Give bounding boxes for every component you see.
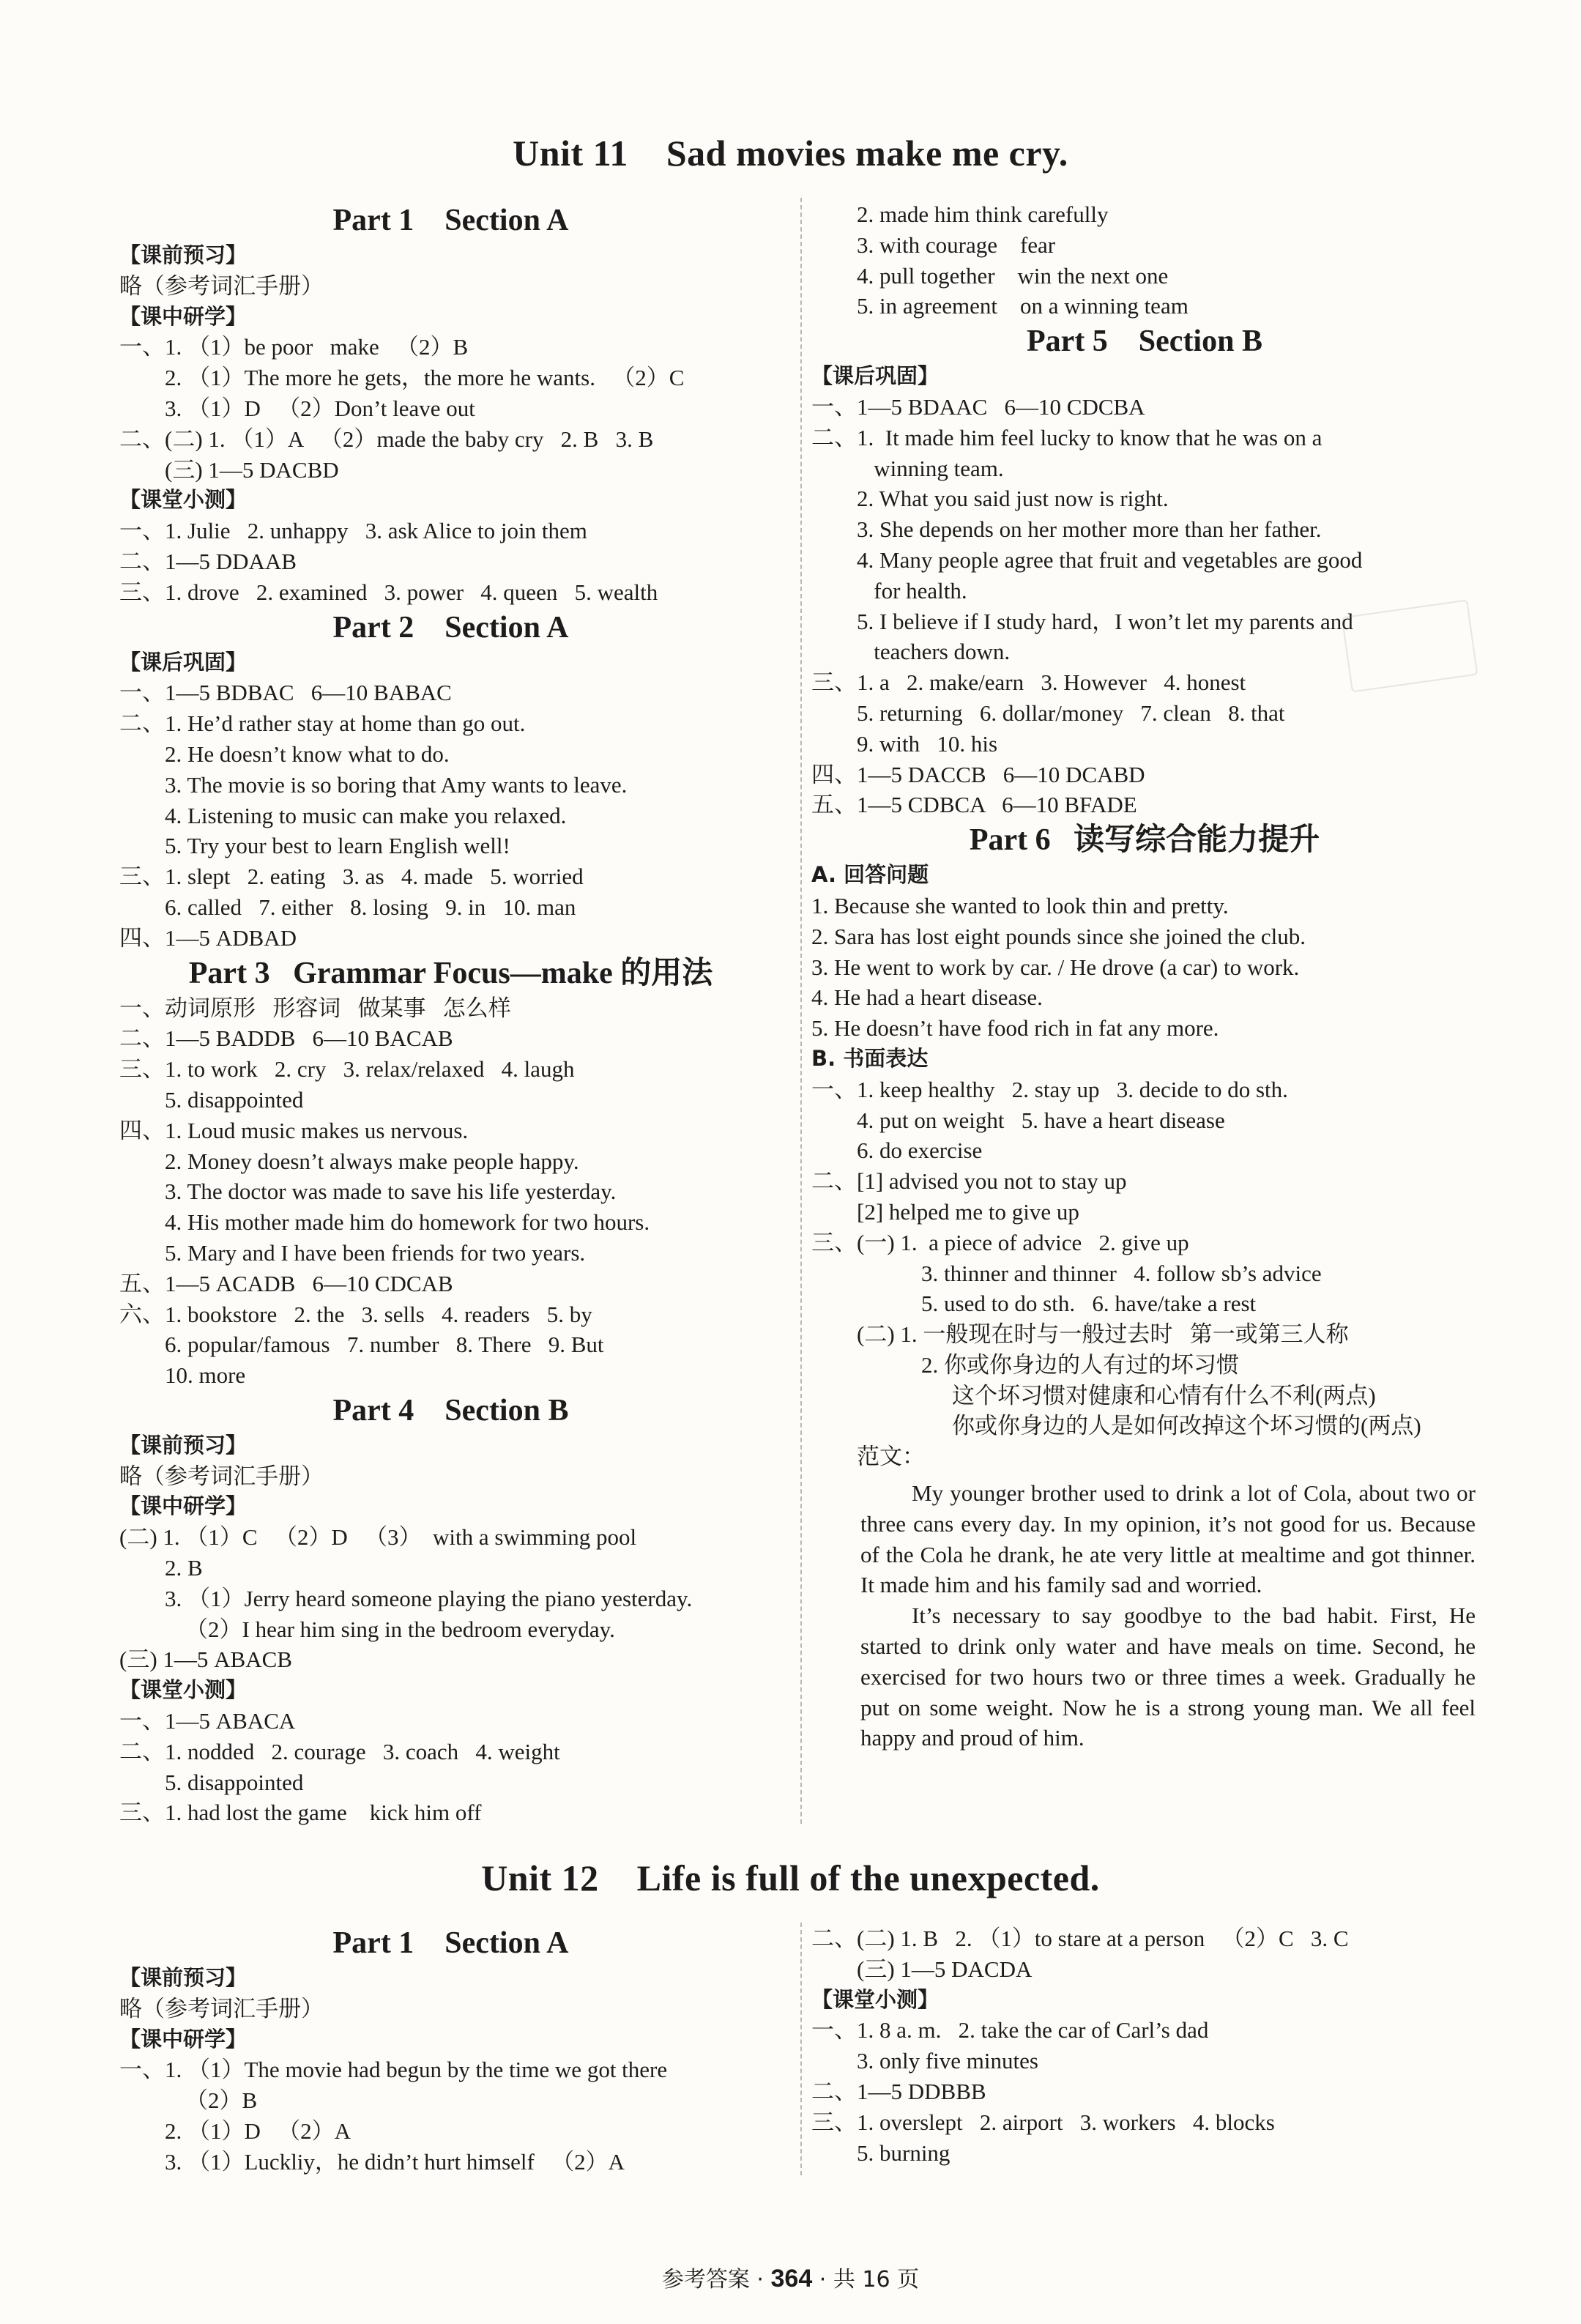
unit12-left-column [119, 1923, 782, 2178]
answer-line: 4. He had a heart disease. [811, 984, 1043, 1011]
answer-line: 6. popular/famous 7. number 8. There 9. But [165, 1332, 604, 1358]
answer-line: 3. The doctor was made to save his life yesterday. [165, 1178, 617, 1205]
answer-line: 5. used to do sth. 6. have/take a rest [921, 1291, 1257, 1317]
section-heading: Part 2 Section A [332, 610, 569, 645]
subsection-heading: A. 回答问题 [811, 862, 929, 888]
answer-line: 2. made him think carefully [857, 201, 1109, 227]
answer-line: （2）I hear him sing in the bedroom everyday. [185, 1616, 615, 1642]
section-tag: 【课堂小测】 [119, 487, 248, 513]
page-footer: 参考答案 · 364 · 共 16 页 [661, 2265, 920, 2293]
essay-paragraph: My younger brother used to drink a lot of Cola, about two or three cans every day. In my opinion, it’s not good for us. Because of the Cola he drank, he ate very little at mealtime and got thinner. It made him and his family sad and worried. [860, 1480, 1476, 1598]
answer-line: 2. （1）D （2）A [165, 2117, 351, 2144]
answer-line: 4. Many people agree that fruit and vegetables are good [857, 546, 1363, 573]
answer-line: 你或你身边的人是如何改掉这个坏习惯的(两点) [952, 1413, 1421, 1439]
answer-line: 4. His mother made him do homework for two hours. [165, 1209, 650, 1236]
answer-line: 5. disappointed [165, 1086, 304, 1113]
answer-line: 5. Mary and I have been friends for two years. [165, 1239, 586, 1266]
answer-line: 三、1. to work 2. cry 3. relax/relaxed 4. laugh [119, 1056, 575, 1083]
answer-line: 5. Try your best to learn English well! [165, 833, 510, 859]
answer-line: [2] helped me to give up [857, 1198, 1079, 1225]
answer-line: 2. B [165, 1555, 203, 1581]
answer-line: 3. thinner and thinner 4. follow sb’s advice [921, 1260, 1322, 1286]
answer-line: 二、(二) 1. （1）A （2）made the baby cry 2. B 3. B [119, 426, 654, 452]
section-heading: Part 3 Grammar Focus—make 的用法 [188, 956, 713, 990]
essay-paragraph: It’s necessary to say goodbye to the bad habit. First, He started to drink only water and have meals on time. Second, he exercised for two hours two or three times a week. Gradually he put on some weight. Now he is a strong young man. We all feel happy and proud of him. [860, 1603, 1476, 1751]
section-tag: 【课前预习】 [119, 242, 248, 267]
answer-line: 2. （1）The more he gets，the more he wants. （2）C [165, 365, 685, 391]
section-tag: 【课后巩固】 [811, 363, 940, 389]
answer-line: 2. Money doesn’t always make people happy. [165, 1148, 579, 1174]
answer-line: 一、1. Julie 2. unhappy 3. ask Alice to join them [119, 518, 587, 544]
answer-line: 三、1. overslept 2. airport 3. workers 4. blocks [811, 2109, 1275, 2135]
answer-line: 略（参考词汇手册） [119, 1463, 324, 1489]
section-heading: Part 5 Section B [1027, 324, 1262, 359]
answer-line: (三) 1—5 DACDA [857, 1956, 1033, 1982]
answer-line: 一、1. keep healthy 2. stay up 3. decide to do sth. [811, 1076, 1288, 1102]
section-tag: 【课中研学】 [119, 1493, 248, 1519]
unit12-right-column [811, 1923, 1478, 2168]
answer-line: 4. pull together win the next one [857, 262, 1169, 289]
column-divider-unit12 [800, 1923, 802, 2175]
answer-line: 4. Listening to music can make you relaxed. [165, 802, 567, 828]
answer-line: 3. The movie is so boring that Amy wants to leave. [165, 771, 628, 798]
answer-line: 二、1—5 BADDB 6—10 BACAB [119, 1025, 453, 1052]
answer-line: 一、1. （1）The movie had begun by the time we got there [119, 2057, 668, 2083]
page-number: 364 [770, 2265, 813, 2293]
section-heading: Part 1 Section A [332, 1926, 569, 1960]
section-tag: 【课中研学】 [119, 303, 248, 329]
answer-line: 5. He doesn’t have food rich in fat any more. [811, 1015, 1219, 1042]
answer-line: （2）B [185, 2087, 258, 2114]
answer-line: 五、1—5 CDBCA 6—10 BFADE [811, 792, 1137, 818]
answer-line: 略（参考词汇手册） [119, 1995, 324, 2022]
answer-line: 9. with 10. his [857, 730, 998, 757]
unit12-title: Unit 12 Life is full of the unexpected. [481, 1857, 1100, 1898]
unit11-essay [860, 1478, 1476, 1753]
answer-line: (二) 1. （1）C （2）D （3） with a swimming pool [119, 1524, 637, 1551]
answer-line: 一、1—5 BDBAC 6—10 BABAC [119, 680, 452, 706]
answer-line: 六、1. bookstore 2. the 3. sells 4. readers 5. by [119, 1301, 592, 1327]
unit11-title: Unit 11 Sad movies make me cry. [513, 133, 1068, 174]
answer-line: 二、1—5 DDBBB [811, 2078, 986, 2104]
answer-line: 略（参考词汇手册） [119, 272, 324, 299]
answer-line: (三) 1—5 DACBD [165, 456, 339, 483]
answer-line: 2. Sara has lost eight pounds since she joined the club. [811, 923, 1306, 949]
section-tag: 【课后巩固】 [119, 649, 248, 675]
answer-line: 二、(二) 1. B 2. （1）to stare at a person （2）C 3. C [811, 1926, 1349, 1951]
answer-line: (二) 1. 一般现在时与一般过去时 第一或第三人称 [857, 1321, 1349, 1348]
answer-line: 5. I believe if I study hard，I won’t let my parents and [857, 608, 1353, 634]
answer-line: 三、1. drove 2. examined 3. power 4. queen 5. wealth [119, 579, 658, 605]
answer-line: 1. Because she wanted to look thin and pretty. [811, 892, 1229, 918]
answer-line: 5. burning [857, 2139, 951, 2166]
answer-line: 3. （1）Luckliy，he didn’t hurt himself （2）A [165, 2148, 625, 2175]
answer-line: 2. He doesn’t know what to do. [165, 740, 450, 767]
answer-line: 二、1. It made him feel lucky to know that he was on a [811, 424, 1323, 450]
section-heading: Part 4 Section B [332, 1393, 569, 1428]
answer-line: 范文： [857, 1444, 925, 1470]
answer-line: 3. He went to work by car. / He drove (a car) to work. [811, 954, 1300, 980]
section-heading: Part 6 读写综合能力提升 [969, 823, 1320, 858]
section-tag: 【课前预习】 [119, 1432, 248, 1458]
answer-line: winning team. [857, 455, 1004, 481]
answer-line: 4. put on weight 5. have a heart disease [857, 1107, 1225, 1133]
answer-line: for health. [857, 577, 967, 604]
answer-line: 五、1—5 ACADB 6—10 CDCAB [119, 1270, 453, 1296]
answer-line: 6. do exercise [857, 1137, 983, 1164]
answer-line: 三、1. slept 2. eating 3. as 4. made 5. worried [119, 864, 584, 890]
answer-line: 二、1—5 DDAAB [119, 548, 297, 574]
subsection-heading: B. 书面表达 [811, 1045, 929, 1071]
section-heading: Part 1 Section A [332, 204, 569, 237]
unit11-left-column [119, 201, 782, 1828]
answer-line: 一、1—5 BDAAC 6—10 CDCBA [811, 393, 1145, 420]
answer-line: 四、1—5 ADBAD [119, 924, 297, 951]
answer-line: 3. （1）Jerry heard someone playing the piano yesterday. [165, 1585, 693, 1611]
answer-line: 10. more [165, 1362, 246, 1389]
answer-line: 3. only five minutes [857, 2048, 1038, 2074]
answer-line: 二、[1] advised you not to stay up [811, 1168, 1127, 1195]
answer-line: 二、1. He’d rather stay at home than go out. [119, 710, 526, 737]
footer-label: 参考答案 [661, 2267, 750, 2293]
section-tag: 【课中研学】 [119, 2026, 248, 2052]
page-total: 共 16 页 [833, 2267, 920, 2293]
answer-line: 2. 你或你身边的人有过的坏习惯 [921, 1351, 1239, 1378]
answer-line: 这个坏习惯对健康和心情有什么不利(两点) [952, 1382, 1376, 1408]
answer-line: 三、1. had lost the game kick him off [119, 1800, 482, 1826]
section-tag: 【课前预习】 [119, 1965, 248, 1990]
answer-line: 5. in agreement on a winning team [857, 293, 1188, 319]
answer-line: 3. with courage fear [857, 231, 1056, 258]
unit11-right-column [811, 199, 1478, 1472]
answer-line: (三) 1—5 ABACB [119, 1647, 292, 1673]
answer-line: 三、1. a 2. make/earn 3. However 4. honest [811, 669, 1246, 696]
answer-line: 5. disappointed [165, 1769, 304, 1795]
answer-line: 一、1. （1）be poor make （2）B [119, 334, 469, 360]
answer-line: 3. （1）D （2）Don’t leave out [165, 395, 475, 421]
answer-line: 四、1. Loud music makes us nervous. [119, 1117, 469, 1143]
answer-line: 6. called 7. either 8. losing 9. in 10. man [165, 894, 576, 920]
answer-line: 四、1—5 DACCB 6—10 DCABD [811, 761, 1145, 787]
answer-line: 一、动词原形 形容词 做某事 怎么样 [119, 995, 511, 1021]
answer-line: 一、1—5 ABACA [119, 1708, 296, 1734]
answer-line: teachers down. [857, 639, 1011, 665]
answer-line: 5. returning 6. dollar/money 7. clean 8. that [857, 699, 1285, 726]
answer-line: 一、1. 8 a. m. 2. take the car of Carl’s dad [811, 2017, 1209, 2043]
column-divider-unit11 [800, 198, 802, 1824]
section-tag: 【课堂小测】 [811, 1986, 940, 2012]
section-tag: 【课堂小测】 [119, 1677, 248, 1703]
answer-line: 二、1. nodded 2. courage 3. coach 4. weight [119, 1738, 560, 1764]
answer-line: 三、(一) 1. a piece of advice 2. give up [811, 1229, 1189, 1255]
answer-line: 3. She depends on her mother more than her father. [857, 516, 1322, 543]
answer-line: 2. What you said just now is right. [857, 486, 1169, 512]
